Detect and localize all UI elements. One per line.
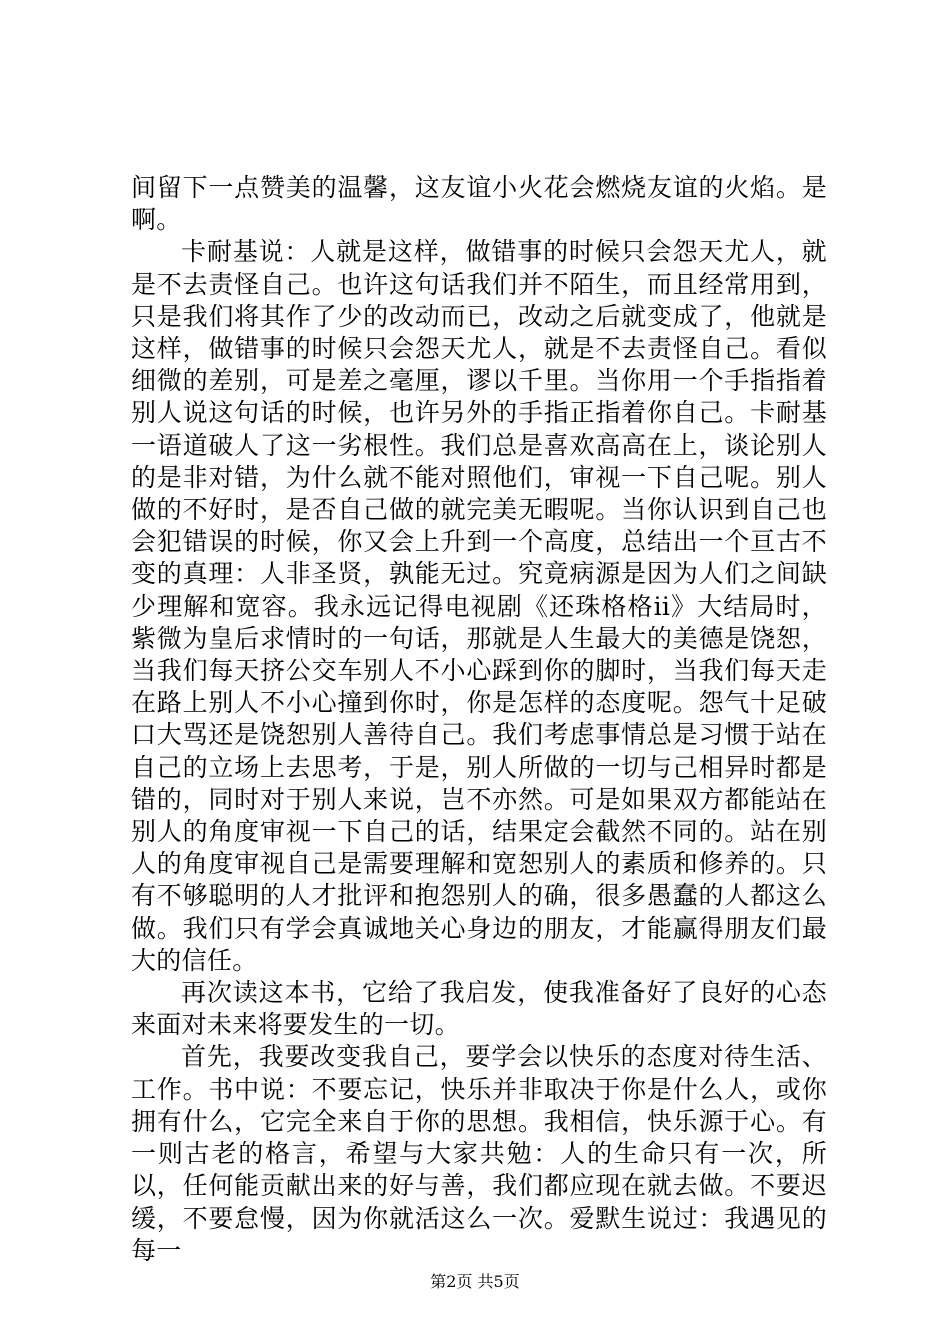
page-number-label: 第2页 共5页 — [430, 1272, 520, 1291]
paragraph: 卡耐基说：人就是这样，做错事的时候只会怨天尤人，就是不去责怪自己。也许这句话我们并不陌生，而且经常用到，只是我们将其作了少的改动而已，改动之后就变成了，他就是这样，做错事的时候只会怨天尤人，就是不去责怪自己。看似细微的差别，可是差之毫厘，谬以千里。当你用一个手指指着别人说这句话的时候，也许另外的手指正指着你自己。卡耐基一语道破人了这一劣根性。我们总是喜欢高高在上，谈论别人的是非对错，为什么就不能对照他们，审视一下自己呢。别人做的不好时，是否自己做的就完美无暇呢。当你认识到自己也会犯错误的时候，你又会上升到一个高度，总结出一个亘古不变的真理：人非圣贤，孰能无过。究竟病源是因为人们之间缺少理解和宽容。我永远记得电视剧《还珠格格ii》大结局时，紫微为皇后求情时的一句话，那就是人生最大的美德是饶恕，当我们每天挤公交车别人不小心踩到你的脚时，当我们每天走在路上别人不小心撞到你时，你是怎样的态度呢。怨气十足破口大骂还是饶恕别人善待自己。我们考虑事情总是习惯于站在自己的立场上去思考，于是，别人所做的一切与己相异时都是错的，同时对于别人来说，岂不亦然。可是如果双方都能站在别人的角度审视一下自己的话，结果定会截然不同的。站在别人的角度审视自己是需要理解和宽恕别人的素质和修养的。只有不够聪明的人才批评和抱怨别人的确，很多愚蠢的人都这么做。我们只有学会真诚地关心身边的朋友，才能赢得朋友们最大的信任。 — [131, 237, 827, 975]
paragraph: 再次读这本书，它给了我启发，使我准备好了良好的心态来面对未来将要发生的一切。 — [131, 978, 827, 1040]
page-footer — [0, 1272, 950, 1292]
body-text — [131, 172, 827, 1267]
paragraph: 首先，我要改变我自己，要学会以快乐的态度对待生活、工作。书中说：不要忘记，快乐并非取决于你是什么人，或你拥有什么，它完全来自于你的思想。我相信，快乐源于心。有一则古老的格言，希望与大家共勉：人的生命只有一次，所以，任何能贡献出来的好与善，我们都应现在就去做。不要迟缓，不要怠慢，因为你就活这么一次。爱默生说过：我遇见的每一 — [131, 1042, 827, 1265]
paragraph: 间留下一点赞美的温馨，这友谊小火花会燃烧友谊的火焰。是啊。 — [131, 173, 827, 235]
